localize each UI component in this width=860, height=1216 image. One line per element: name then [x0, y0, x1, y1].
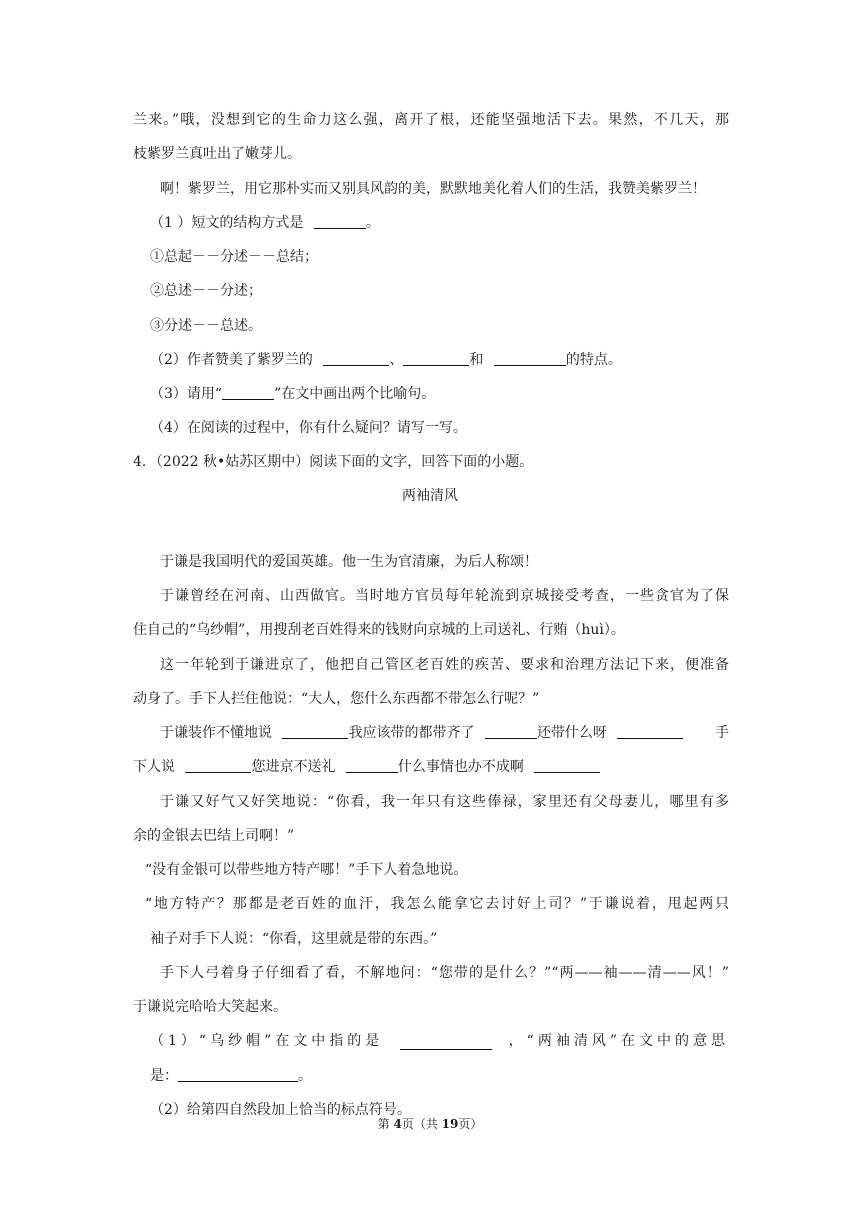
- q3-sub1-prefix: （1 ）短文的结构方式是: [150, 215, 304, 231]
- p4-text: 手: [715, 725, 729, 741]
- answer-blank[interactable]: [222, 385, 274, 400]
- passage-line-blanks: [160, 724, 729, 742]
- punctuation-blank[interactable]: [617, 724, 683, 739]
- passage-line: 于谦曾经在河南、山西做官。当时地方官员每年轮流到京城接受考查，一些贪官为了保: [160, 588, 729, 604]
- passage-paragraph: 于谦是我国明代的爱国英雄。他一生为官清廉，为后人称颂！: [160, 554, 538, 570]
- page-number: 4: [393, 1117, 402, 1131]
- q3-sub1: [150, 214, 380, 232]
- p4-text: 我应该带的都带齐了: [348, 725, 475, 741]
- passage-line-blanks: [133, 758, 600, 776]
- passage-line: 枝紫罗兰真吐出了嫩芽儿。: [133, 146, 301, 162]
- q4-sub1-text: （1）“乌纱帽”在文中指的是: [150, 1033, 384, 1049]
- q4-sub1-cont: [150, 1067, 312, 1085]
- passage-line: 于谦说完哈哈大笑起来。: [133, 999, 287, 1015]
- q3-sub2: [150, 351, 622, 369]
- q4-sub1: [150, 1032, 729, 1050]
- page-total: 19: [441, 1117, 459, 1131]
- answer-blank[interactable]: [323, 351, 389, 366]
- p4-text: 下人说: [133, 759, 175, 775]
- passage-line: 余的金银去巴结上司啊！”: [133, 828, 295, 844]
- q3-sub2-prefix: （2）作者赞美了紫罗兰的: [150, 352, 313, 368]
- footer-text: 页）: [458, 1117, 483, 1131]
- passage-line: 袖子对手下人说：“你看，这里就是带的东西。”: [150, 931, 438, 947]
- q3-option: ②总述－－分述；: [150, 283, 262, 299]
- punctuation-blank[interactable]: [282, 724, 348, 739]
- passage-line: 动身了。手下人拦住他说：“大人，您什么东西都不带怎么行呢？”: [133, 691, 540, 707]
- punctuation-blank[interactable]: [485, 724, 537, 739]
- answer-blank[interactable]: [400, 1035, 492, 1050]
- q3-sub3-prefix: （3）请用“: [150, 386, 223, 402]
- page-footer: [330, 1115, 530, 1133]
- p4-text: 什么事情也办不成啊: [397, 759, 524, 775]
- q4-sub2: （2）给第四自然段加上恰当的标点符号。: [150, 1102, 411, 1118]
- passage-line: 这一年轮到于谦进京了，他把自己管区老百姓的疾苦、要求和治理方法记下来，便准备: [160, 657, 729, 673]
- passage-line: “地方特产？那都是老百姓的血汗，我怎么能拿它去讨好上司？”于谦说着，甩起两只: [145, 896, 729, 912]
- q3-option: ③分述－－总述。: [150, 318, 262, 334]
- footer-text: 页（共: [401, 1117, 442, 1131]
- q3-sub2-sep2: 和: [469, 352, 484, 368]
- passage-line: 手下人弓着身子仔细看了看，不解地问：“您带的是什么？”“两——袖——清——风！”: [160, 965, 729, 981]
- passage-line: 兰来。”哦，没想到它的生命力这么强，离开了根，还能坚强地活下去。果然，不几天，那: [133, 112, 729, 128]
- answer-blank[interactable]: [494, 351, 566, 366]
- footer-text: 第: [377, 1117, 394, 1131]
- q4-header: 4．（2022 秋•姑苏区期中）阅读下面的文字，回答下面的小题。: [133, 454, 534, 470]
- p4-text: 还带什么呀: [536, 725, 607, 741]
- q4-sub1-text: 。: [298, 1068, 312, 1084]
- q4-sub1-text: 是：: [150, 1068, 178, 1084]
- q3-option: ①总起－－分述－－总结；: [150, 249, 318, 265]
- q3-sub3: [150, 385, 435, 403]
- q3-sub1-suffix: 。: [365, 215, 380, 231]
- answer-blank[interactable]: [403, 351, 469, 366]
- answer-blank[interactable]: [178, 1067, 298, 1082]
- passage-title: 两袖清风: [402, 488, 458, 504]
- punctuation-blank[interactable]: [534, 758, 600, 773]
- q3-sub2-sep1: 、: [389, 352, 404, 368]
- p4-text: 于谦装作不懂地说: [160, 725, 272, 741]
- punctuation-blank[interactable]: [346, 758, 398, 773]
- passage-line: 住自己的“乌纱帽”，用搜刮老百姓得来的钱财向京城的上司送礼、行贿（huì）。: [133, 622, 625, 638]
- answer-blank[interactable]: [314, 214, 366, 229]
- q4-sub1-text: ，“两袖清风”在文中的意思: [508, 1033, 729, 1049]
- punctuation-blank[interactable]: [185, 758, 251, 773]
- q3-sub3-suffix: ”在文中画出两个比喻句。: [274, 386, 436, 402]
- q3-sub4: （4）在阅读的过程中，你有什么疑问？请写一写。: [150, 420, 467, 436]
- passage-paragraph: “没有金银可以带些地方特产哪！”手下人着急地说。: [145, 862, 468, 878]
- passage-line: 啊！紫罗兰，用它那朴实而又别具风韵的美，默默地美化着人们的生活，我赞美紫罗兰！: [160, 181, 706, 197]
- q3-sub2-suffix: 的特点。: [565, 352, 622, 368]
- passage-line: 于谦又好气又好笑地说：“你看，我一年只有这些俸禄，家里还有父母妻儿，哪里有多: [160, 794, 729, 810]
- p4-text: 您进京不送礼: [251, 759, 336, 775]
